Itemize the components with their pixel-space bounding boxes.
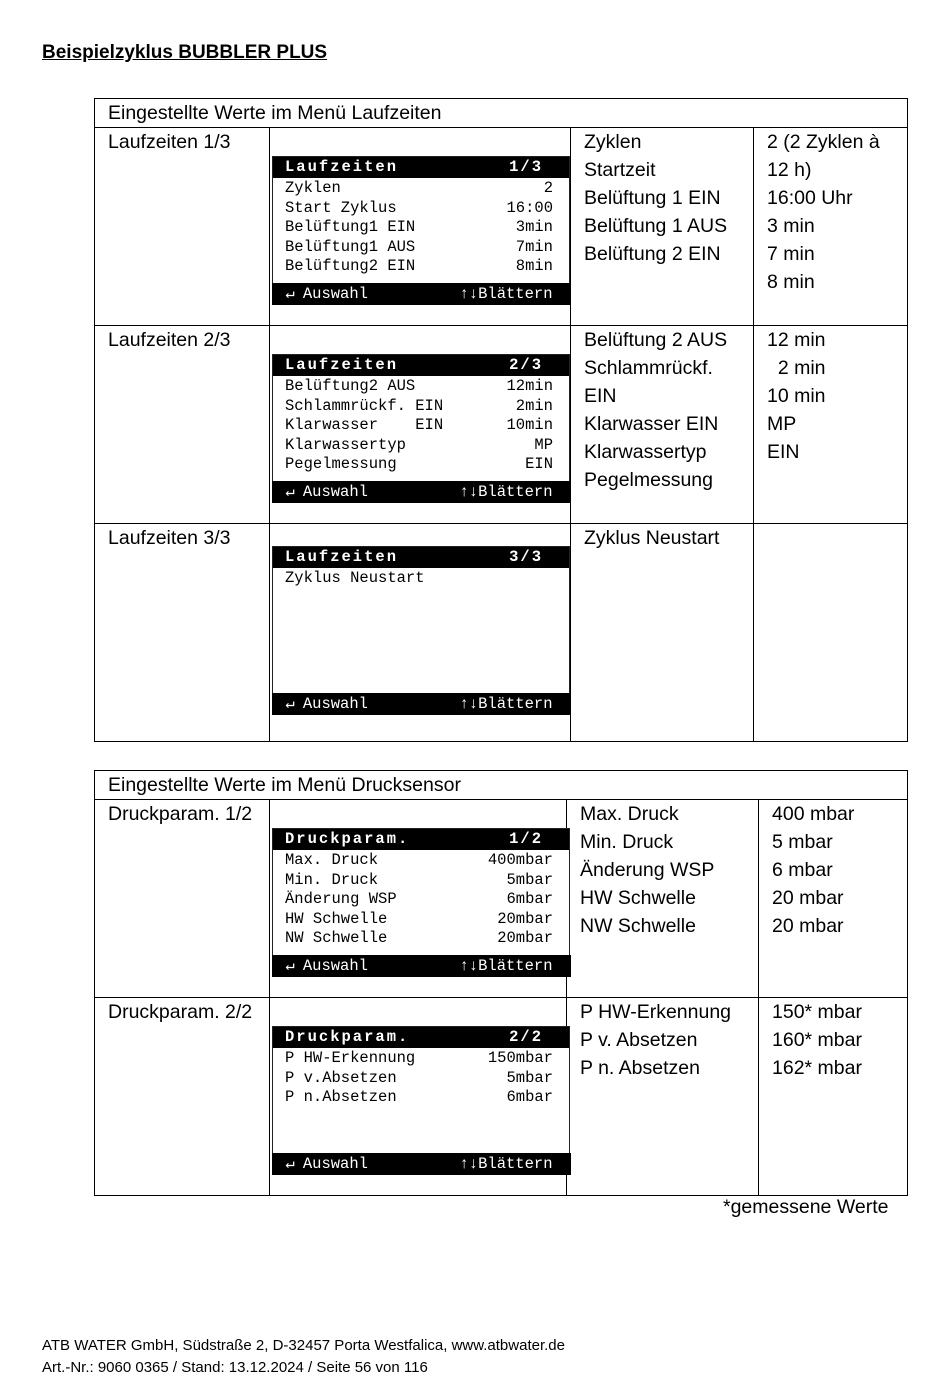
parameter-value: MP: [767, 413, 797, 435]
parameter-value: EIN: [767, 441, 800, 463]
lcd-footer-select-label: Auswahl: [302, 694, 368, 713]
drucksensor-table: [94, 770, 908, 1196]
lcd-footer-scroll-label: ↑↓Blättern: [459, 482, 553, 501]
lcd-page-indicator: 2/2: [509, 1028, 543, 1046]
lcd-title: Laufzeiten: [285, 548, 399, 566]
lcd-title-bar: [273, 355, 569, 376]
lcd-line-label: NW Schwelle: [285, 929, 388, 947]
lcd-line-label: Änderung WSP: [285, 890, 397, 908]
lcd-line-label: Belüftung2 EIN: [285, 257, 416, 275]
parameter-name: Klarwassertyp: [584, 441, 707, 463]
parameter-name: Schlammrückf.: [584, 357, 713, 379]
lcd-line-value: 7min: [515, 237, 553, 256]
lcd-line-label: Start Zyklus: [285, 198, 397, 217]
lcd-line-label: Belüftung1 AUS: [285, 237, 416, 256]
lcd-title-bar: [273, 547, 569, 568]
lcd-footer-select: [286, 693, 368, 715]
lcd-footer-select: [286, 481, 368, 503]
lcd-menu-line: [285, 199, 553, 219]
lcd-menu-line: [285, 455, 553, 475]
lcd-menu-line: [285, 910, 553, 930]
lcd-footer-select: [286, 955, 368, 977]
parameter-list: [567, 800, 759, 998]
parameter-value: 2 (2 Zyklen à: [767, 131, 880, 153]
parameter-value: 10 min: [767, 385, 826, 407]
lcd-footer-bar: [272, 481, 571, 503]
lcd-title: Laufzeiten: [285, 158, 399, 176]
parameter-name: P HW-Erkennung: [580, 1001, 732, 1023]
lcd-line-label: HW Schwelle: [285, 909, 388, 928]
lcd-line-value: 20mbar: [497, 929, 553, 947]
lcd-menu-line: [285, 436, 553, 456]
lcd-menu-line: [285, 569, 553, 589]
lcd-line-label: Belüftung1 EIN: [285, 218, 416, 236]
lcd-line-value: 6mbar: [506, 1088, 553, 1106]
lcd-line-value: MP: [534, 435, 553, 454]
parameter-value: 20 mbar: [772, 915, 844, 937]
parameter-name: Zyklus Neustart: [584, 527, 720, 549]
lcd-menu-line: [285, 218, 553, 238]
lcd-line-value: 5mbar: [506, 1068, 553, 1087]
parameter-name: NW Schwelle: [580, 915, 696, 937]
parameter-value: 12 min: [767, 329, 826, 351]
lcd-line-value: 2: [543, 179, 553, 197]
lcd-menu-line: [285, 851, 553, 871]
table-header: Eingestellte Werte im Menü Laufzeiten: [95, 99, 908, 128]
parameter-name: Belüftung 1 AUS: [584, 215, 728, 237]
lcd-menu: [273, 1048, 569, 1108]
lcd-line-value: 10min: [506, 416, 553, 434]
lcd-title-bar: [273, 1027, 569, 1048]
parameter-value: 2 min: [767, 357, 826, 379]
lcd-page-indicator: 1/3: [509, 158, 543, 176]
lcd-footer-bar: [272, 955, 571, 977]
parameter-value: 3 min: [767, 215, 815, 237]
parameter-value: 160* mbar: [772, 1029, 862, 1051]
lcd-footer-select-label: Auswahl: [302, 956, 368, 975]
lcd-line-value: 8min: [515, 257, 553, 275]
value-list: [759, 800, 908, 998]
lcd-menu-line: [285, 871, 553, 891]
lcd-line-label: P HW-Erkennung: [285, 1049, 416, 1067]
parameter-list: [567, 998, 759, 1196]
enter-icon: ↵: [285, 482, 295, 501]
footer-article-info: Art.-Nr.: 9060 0365 / Stand: 13.12.2024 / Seite 56 von 116: [42, 1359, 428, 1376]
lcd-footer-scroll-label: ↑↓Blättern: [459, 1154, 553, 1173]
lcd-menu: [273, 568, 569, 589]
lcd-line-value: 5mbar: [506, 870, 553, 889]
table-row: [95, 998, 908, 1196]
footer-address: ATB WATER GmbH, Südstraße 2, D-32457 Porta Westfalica, www.atbwater.de: [42, 1337, 565, 1354]
lcd-line-value: 3min: [515, 218, 553, 236]
parameter-name: EIN: [584, 385, 617, 407]
row-label: Druckparam. 1/2: [95, 800, 270, 998]
laufzeiten-table: [94, 98, 908, 742]
parameter-list: [571, 128, 754, 326]
parameter-name: HW Schwelle: [580, 887, 696, 909]
table-row: [95, 326, 908, 524]
row-label: Laufzeiten 2/3: [95, 326, 270, 524]
lcd-footer-scroll-label: ↑↓Blättern: [459, 284, 553, 303]
lcd-line-label: Pegelmessung: [285, 455, 397, 473]
parameter-value: 8 min: [767, 271, 815, 293]
lcd-menu-line: [285, 179, 553, 199]
lcd-line-value: 12min: [506, 377, 553, 395]
lcd-page-indicator: 1/2: [509, 830, 543, 848]
lcd-line-label: Zyklen: [285, 179, 341, 197]
lcd-line-value: 20mbar: [497, 909, 553, 928]
lcd-line-label: Klarwasser EIN: [285, 416, 444, 434]
parameter-value: 5 mbar: [772, 831, 833, 853]
lcd-line-value: 150mbar: [487, 1049, 553, 1067]
lcd-display: [272, 156, 570, 304]
table-row: [95, 800, 908, 998]
parameter-name: Zyklen: [584, 131, 642, 153]
footnote: *gemessene Werte: [723, 1196, 889, 1218]
display-screen-cell: [270, 524, 571, 742]
parameter-value: 6 mbar: [772, 859, 833, 881]
lcd-line-label: P v.Absetzen: [285, 1068, 397, 1087]
lcd-menu-line: [285, 1049, 553, 1069]
parameter-name: Änderung WSP: [580, 859, 715, 881]
parameter-value: 7 min: [767, 243, 815, 265]
lcd-menu-line: [285, 1069, 553, 1089]
lcd-line-label: Klarwassertyp: [285, 435, 406, 454]
enter-icon: ↵: [285, 284, 295, 303]
parameter-value: 12 h): [767, 159, 812, 181]
lcd-line-value: EIN: [525, 455, 553, 473]
value-list: [754, 524, 908, 742]
lcd-line-value: 6mbar: [506, 890, 553, 908]
lcd-menu-line: [285, 416, 553, 436]
lcd-line-value: 400mbar: [487, 851, 553, 869]
lcd-line-label: Schlammrückf. EIN: [285, 396, 444, 415]
parameter-name: P v. Absetzen: [580, 1029, 698, 1051]
parameter-name: Max. Druck: [580, 803, 679, 825]
lcd-footer-bar: [272, 1153, 571, 1175]
parameter-list: [571, 326, 754, 524]
parameter-name: P n. Absetzen: [580, 1057, 700, 1079]
parameter-list: [571, 524, 754, 742]
lcd-title: Laufzeiten: [285, 356, 399, 374]
lcd-display: [272, 828, 570, 976]
table-header: Eingestellte Werte im Menü Drucksensor: [95, 771, 908, 800]
lcd-footer-scroll-label: ↑↓Blättern: [459, 694, 553, 713]
lcd-title-bar: [273, 157, 569, 178]
table-row: [95, 128, 908, 326]
page-footer: [42, 1335, 565, 1379]
display-screen-cell: [270, 998, 567, 1196]
lcd-footer-bar: [272, 283, 571, 305]
parameter-name: Klarwasser EIN: [584, 413, 719, 435]
lcd-menu: [273, 850, 569, 949]
lcd-menu-line: [285, 890, 553, 910]
lcd-menu: [273, 178, 569, 277]
parameter-value: 16:00 Uhr: [767, 187, 853, 209]
value-list: [754, 326, 908, 524]
display-screen-cell: [270, 128, 571, 326]
parameter-name: Startzeit: [584, 159, 656, 181]
value-list: [754, 128, 908, 326]
lcd-footer-select: [286, 1153, 368, 1175]
lcd-menu-line: [285, 238, 553, 258]
parameter-value: 20 mbar: [772, 887, 844, 909]
lcd-menu: [273, 376, 569, 475]
enter-icon: ↵: [285, 694, 295, 713]
lcd-line-label: Max. Druck: [285, 851, 379, 869]
row-label: Druckparam. 2/2: [95, 998, 270, 1196]
parameter-name: Pegelmessung: [584, 469, 713, 491]
enter-icon: ↵: [285, 956, 295, 975]
lcd-menu-line: [285, 1088, 553, 1108]
lcd-line-label: P n.Absetzen: [285, 1088, 397, 1106]
row-label: Laufzeiten 1/3: [95, 128, 270, 326]
lcd-menu-line: [285, 257, 553, 277]
row-label: Laufzeiten 3/3: [95, 524, 270, 742]
lcd-menu-line: [285, 397, 553, 417]
parameter-value: 162* mbar: [772, 1057, 862, 1079]
lcd-title-bar: [273, 829, 569, 850]
parameter-name: Min. Druck: [580, 831, 674, 853]
display-screen-cell: [270, 800, 567, 998]
lcd-line-label: Belüftung2 AUS: [285, 377, 416, 395]
lcd-title: Druckparam.: [285, 1028, 410, 1046]
lcd-footer-scroll-label: ↑↓Blättern: [459, 956, 553, 975]
display-screen-cell: [270, 326, 571, 524]
lcd-footer-select-label: Auswahl: [302, 482, 368, 501]
parameter-name: Belüftung 2 EIN: [584, 243, 721, 265]
page-title: Beispielzyklus BUBBLER PLUS: [42, 42, 328, 63]
enter-icon: ↵: [285, 1154, 295, 1173]
lcd-footer-select: [286, 283, 368, 305]
lcd-display: [272, 1026, 570, 1174]
lcd-display: [272, 546, 570, 714]
table-row: [95, 524, 908, 742]
lcd-line-value: 2min: [515, 396, 553, 415]
lcd-menu-line: [285, 929, 553, 949]
parameter-value: 150* mbar: [772, 1001, 862, 1023]
parameter-name: Belüftung 2 AUS: [584, 329, 728, 351]
lcd-footer-select-label: Auswahl: [302, 1154, 368, 1173]
lcd-line-label: Min. Druck: [285, 870, 379, 889]
lcd-title: Druckparam.: [285, 830, 410, 848]
value-list: [759, 998, 908, 1196]
lcd-footer-select-label: Auswahl: [302, 284, 368, 303]
parameter-value: 400 mbar: [772, 803, 855, 825]
parameter-name: Belüftung 1 EIN: [584, 187, 721, 209]
lcd-page-indicator: 3/3: [509, 548, 543, 566]
lcd-page-indicator: 2/3: [509, 356, 543, 374]
lcd-footer-bar: [272, 693, 571, 715]
lcd-menu-line: [285, 377, 553, 397]
lcd-line-label: Zyklus Neustart: [285, 569, 425, 587]
lcd-line-value: 16:00: [506, 198, 553, 217]
lcd-display: [272, 354, 570, 502]
